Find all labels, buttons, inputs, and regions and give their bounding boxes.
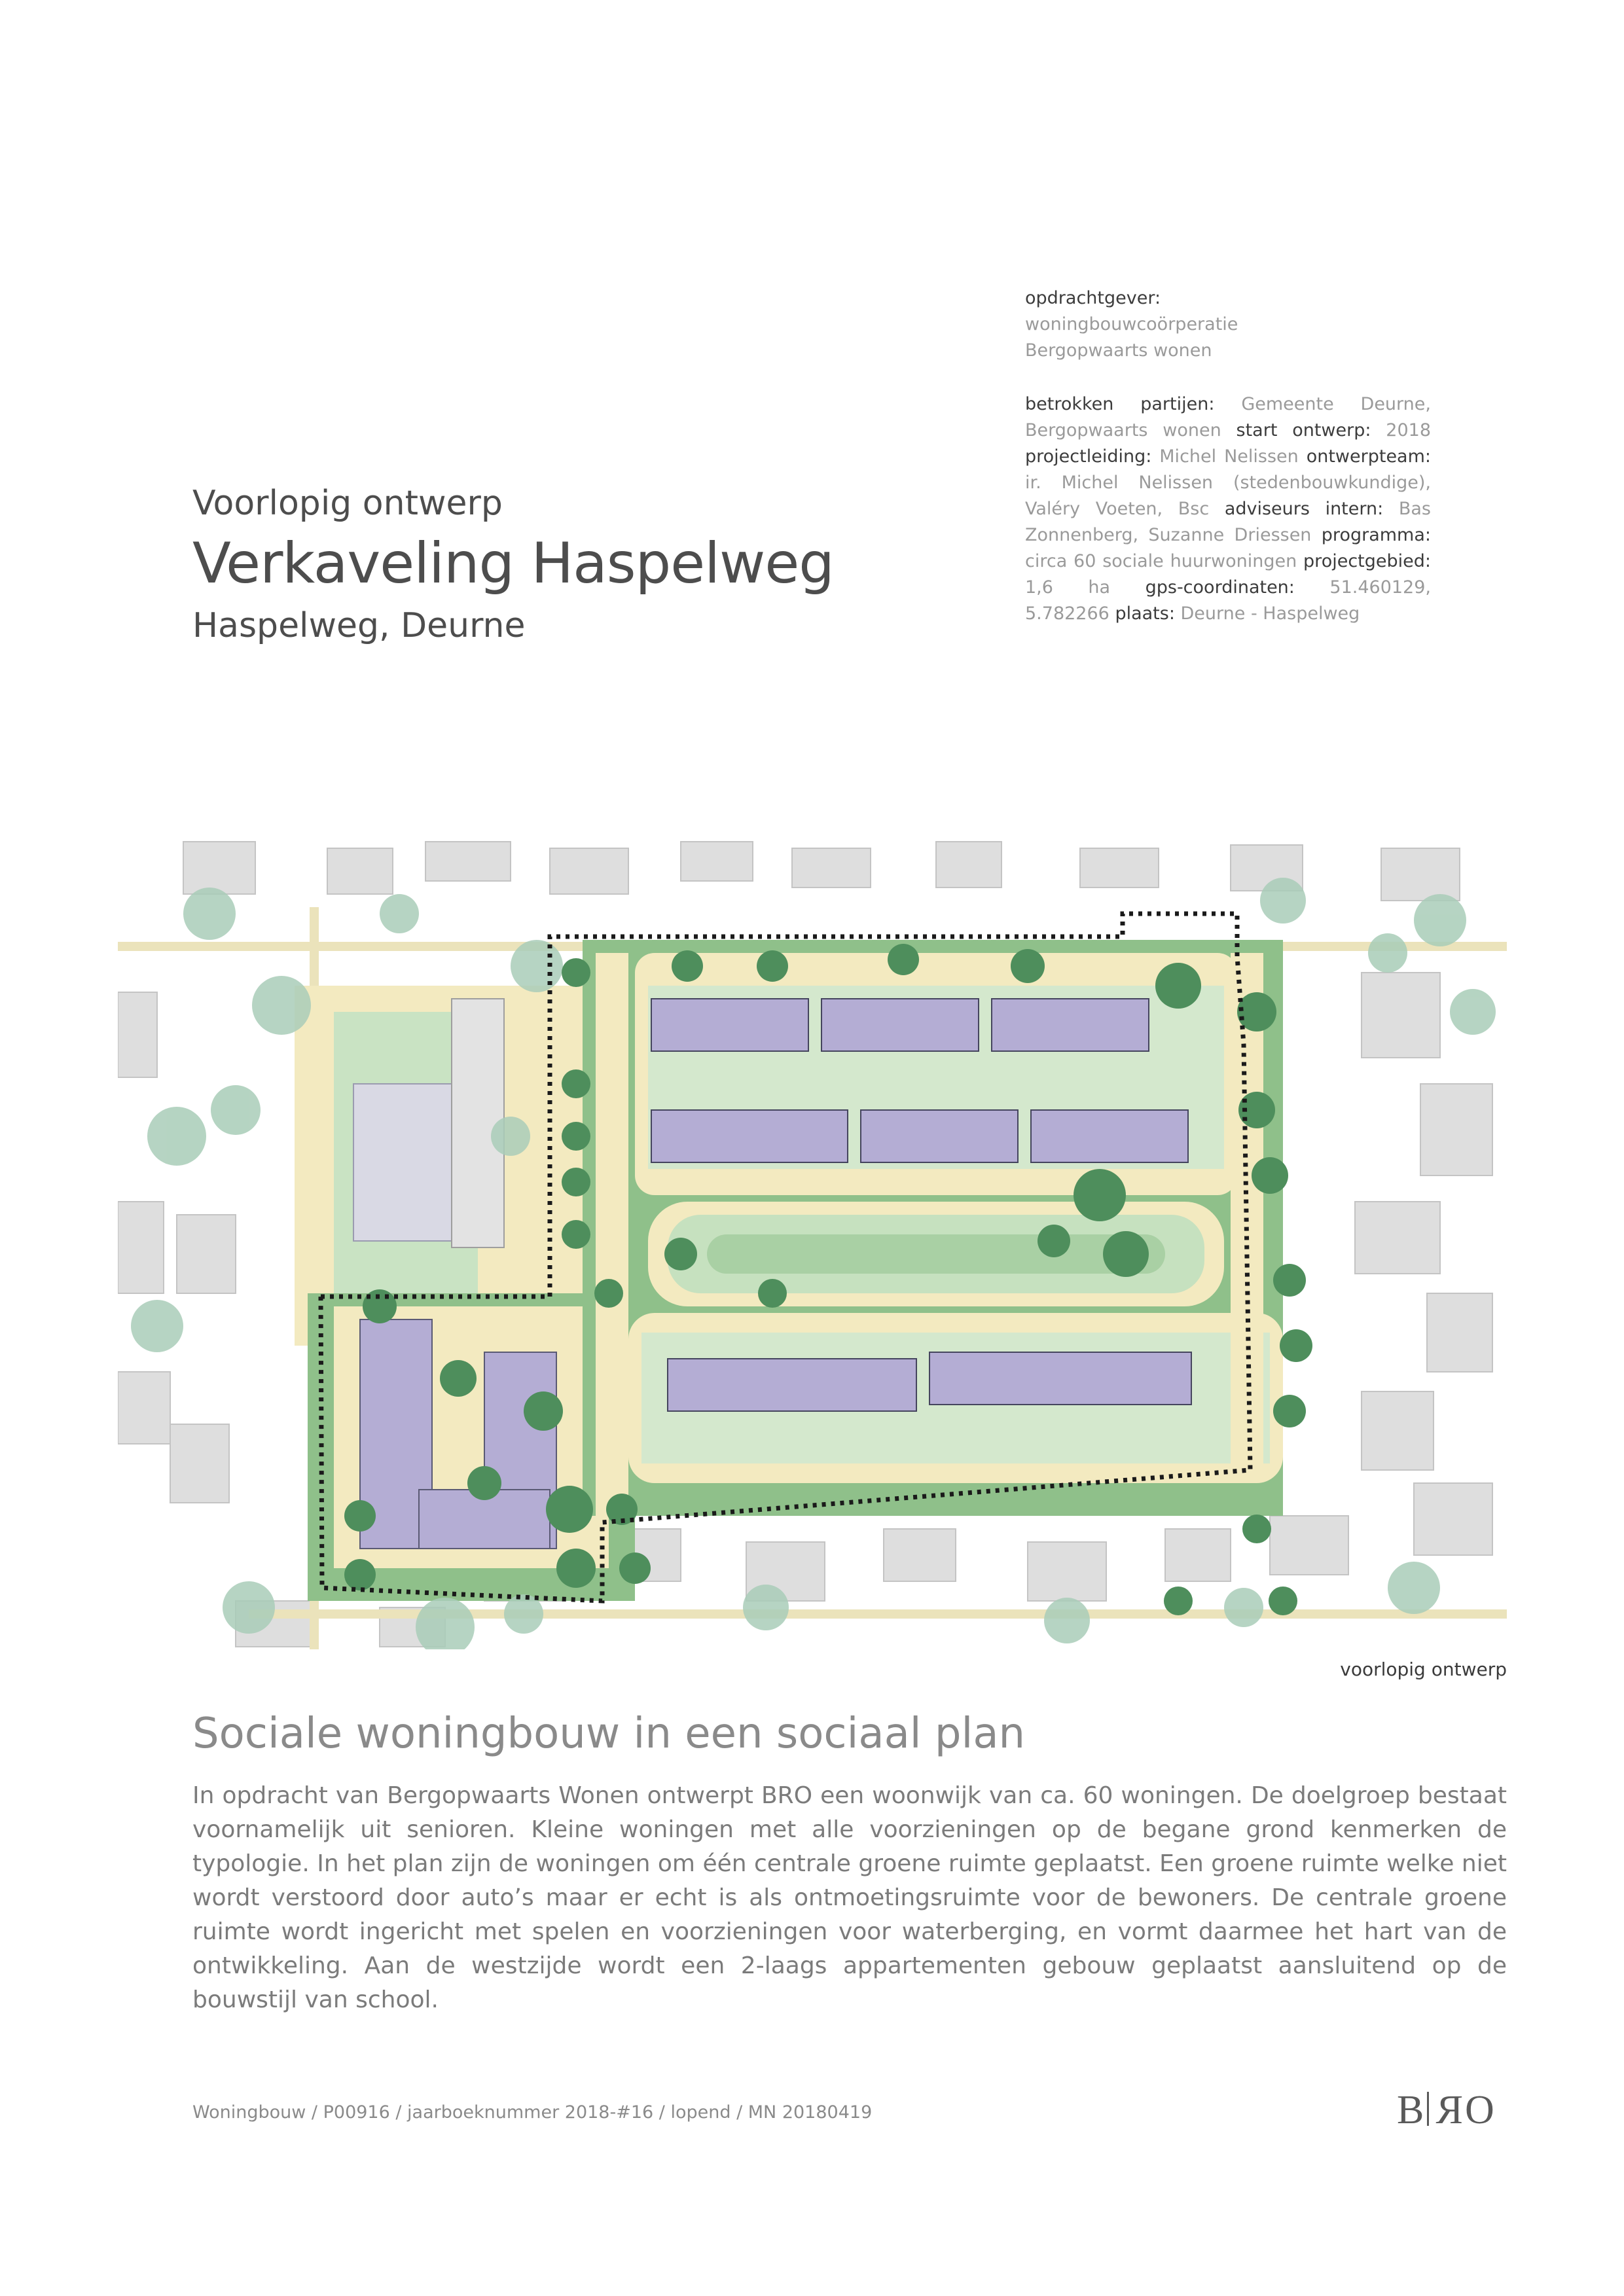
lead-label: projectleiding:: [1025, 446, 1152, 467]
client-value-1: woningbouwcoörperatie: [1025, 314, 1238, 334]
client-block: [1025, 285, 1431, 364]
title-block: [192, 483, 978, 647]
gps-value: 51.460129, 5.782266: [1025, 577, 1431, 624]
area-label: projectgebied:: [1303, 551, 1431, 571]
project-info: [1025, 285, 1431, 627]
location-text: Haspelweg, Deurne: [192, 606, 526, 646]
program-label: programma:: [1321, 525, 1431, 545]
lead-value: Michel Nelissen: [1159, 446, 1299, 467]
page-subtitle: Voorlopig ontwerp: [192, 484, 503, 523]
place-value: Deurne - Haspelweg: [1180, 603, 1360, 624]
place-label: plaats:: [1115, 603, 1175, 624]
article-heading: Sociale woningbouw in een sociaal plan: [192, 1710, 1026, 1758]
page-title: Verkaveling Haspelweg: [192, 531, 834, 597]
site-plan-image: [118, 835, 1507, 1649]
parties-value: Gemeente Deurne, Bergopwaarts wonen: [1025, 394, 1431, 440]
plan-caption: voorlopig ontwerp: [1340, 1659, 1507, 1680]
logo-letter-r: R: [1435, 2088, 1463, 2131]
bro-logo: [1394, 2085, 1507, 2131]
client-value-2: Bergopwaarts wonen: [1025, 340, 1212, 361]
team-label: ontwerpteam:: [1306, 446, 1431, 467]
program-value: circa 60 sociale huurwoningen: [1025, 551, 1297, 571]
area-value: 1,6 ha: [1025, 577, 1111, 598]
footer-reference: Woningbouw / P00916 / jaarboeknummer 2018-#16 / lopend / MN 20180419: [192, 2102, 873, 2123]
start-label: start ontwerp:: [1236, 420, 1371, 440]
logo-letter-b: B: [1397, 2088, 1424, 2131]
start-value: 2018: [1386, 420, 1431, 440]
client-label: opdrachtgever:: [1025, 288, 1161, 308]
project-details: [1025, 391, 1431, 627]
gps-label: gps-coordinaten:: [1145, 577, 1295, 598]
advisors-value: Bas Zonnenberg, Suzanne Driessen: [1025, 499, 1431, 545]
article-body: In opdracht van Bergopwaarts Wonen ontwerpt BRO een woonwijk van ca. 60 woningen. De doelgroep bestaat voornamelijk uit senioren. Kleine woningen met alle voorzieningen op de begane grond kenmerken de typologie. In het plan zijn de woningen om één centrale groene ruimte geplaatst. Een groene ruimte welke niet wordt verstoord door auto’s maar er echt is als ontmoetingsruimte voor de bewoners. De centrale groene ruimte wordt ingericht met spelen en voorzieningen voor waterberging, en vormt daarmee het hart van de ontwikkeling. Aan de westzijde wordt een 2-laags appartementen gebouw geplaatst aansluitend op de bouwstijl van school.: [192, 1782, 1507, 2013]
team-value: ir. Michel Nelissen (stedenbouwkundige), Valéry Voeten, Bsc: [1025, 473, 1431, 519]
logo-letter-o: O: [1465, 2088, 1494, 2131]
parties-label: betrokken partijen:: [1025, 394, 1215, 414]
logo-divider: [1427, 2092, 1429, 2126]
advisors-label: adviseurs intern:: [1224, 499, 1384, 519]
